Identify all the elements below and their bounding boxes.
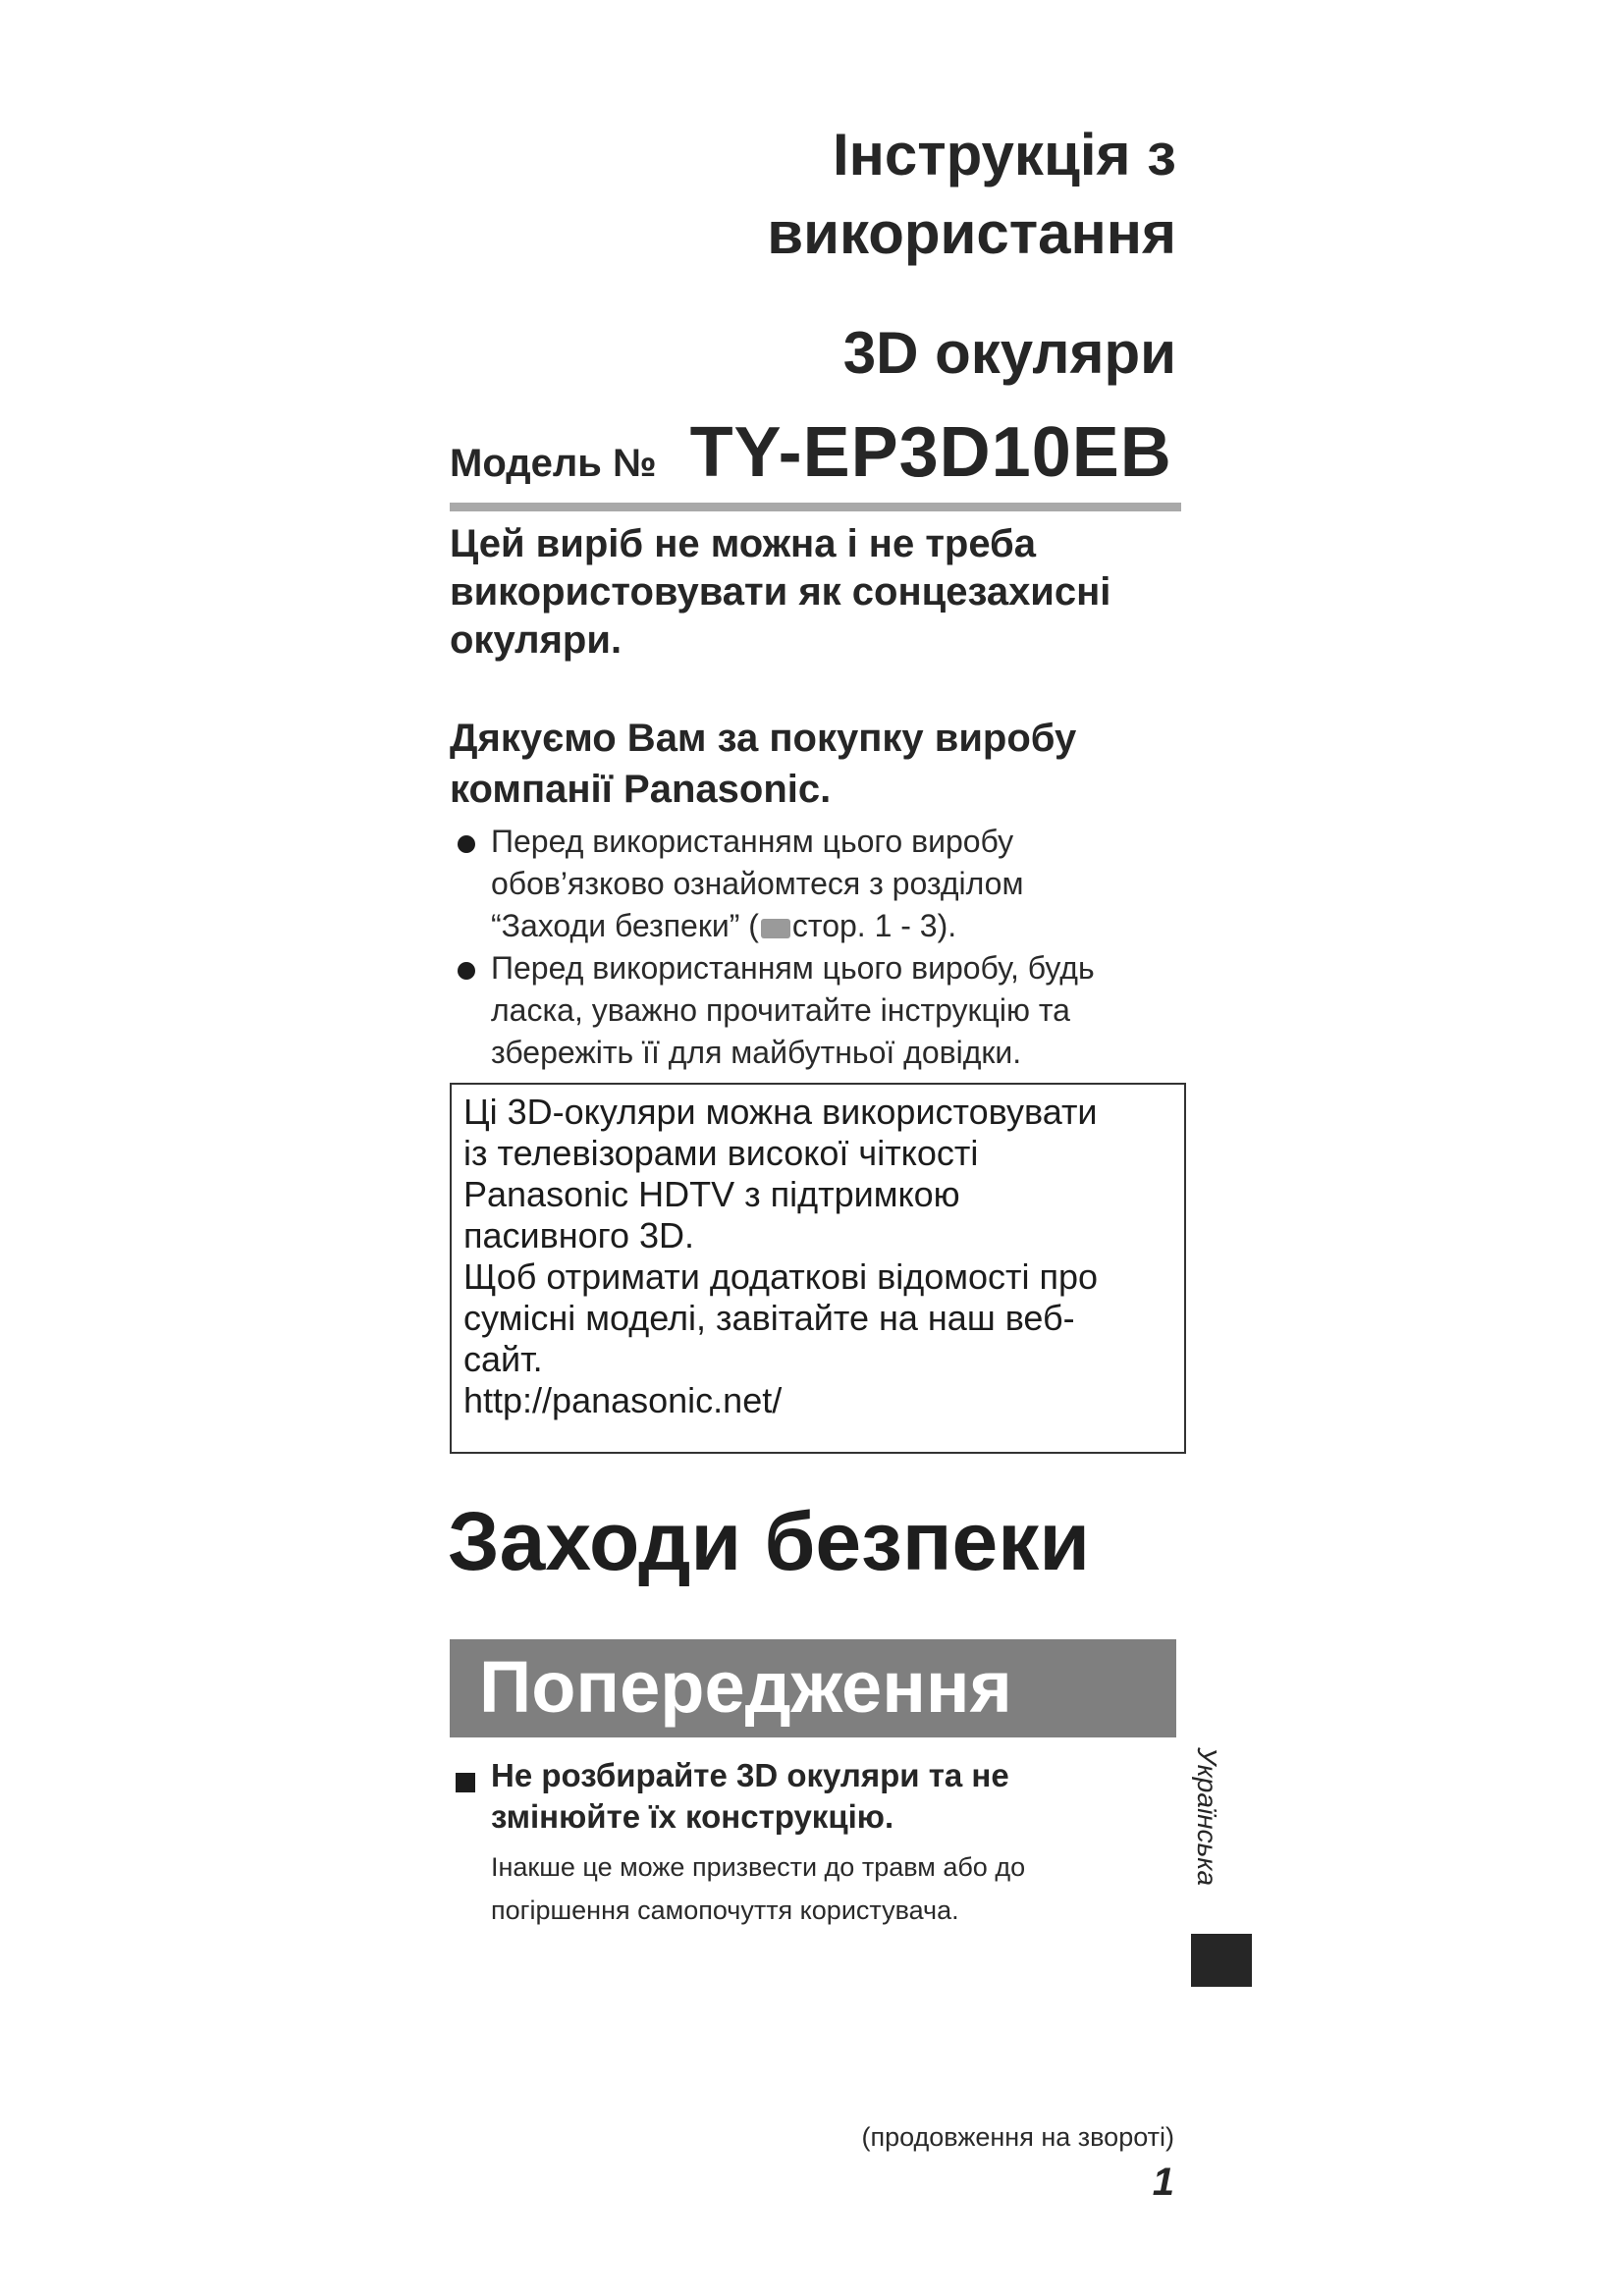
document-title [767, 116, 1176, 273]
note-line: стор. 1 - 3). [791, 908, 957, 943]
note-line: Перед використанням цього виробу [491, 824, 1014, 859]
warning-text-line1: Інакше це може призвести до травм або до [491, 1852, 1026, 1882]
thanks-message [450, 713, 1196, 815]
sunglasses-warning [450, 520, 1196, 665]
model-row [450, 412, 1172, 493]
note-line: ласка, уважно прочитайте інструкцію та [491, 992, 1070, 1028]
sunglasses-warning-line1: Цей виріб не можна і не треба [450, 522, 1037, 565]
sunglasses-warning-line3: окуляри. [450, 618, 623, 662]
document-title-line2: використання [767, 200, 1176, 266]
warning-item-title [491, 1755, 1157, 1838]
page-number: 1 [1152, 2161, 1174, 2204]
model-label: Модель № [450, 442, 657, 485]
compatibility-info-box [450, 1083, 1186, 1454]
language-marker-block [1191, 1934, 1252, 1987]
warning-title-line1: Не розбирайте 3D окуляри та не [491, 1757, 1009, 1793]
product-name: 3D окуляри [842, 320, 1176, 386]
language-label: Українська [1192, 1747, 1222, 1887]
note-line: обов’язково ознайомтеся з розділом [491, 866, 1024, 901]
warning-text-line2: погіршення самопочуття користувача. [491, 1896, 959, 1925]
intro-notes [450, 821, 1196, 1074]
thanks-line2: компанії Panasonic. [450, 768, 832, 811]
bullet-icon [458, 962, 475, 980]
sunglasses-warning-line2: використовувати як сонцезахисні [450, 570, 1111, 614]
model-number: TY-EP3D10EB [689, 413, 1172, 492]
list-item [450, 947, 1196, 1074]
language-side-tab [1178, 1747, 1237, 1934]
list-item [450, 821, 1196, 947]
info-line: Ці 3D-окуляри можна використовувати [463, 1092, 1098, 1132]
note-line: “Заходи безпеки” ( [491, 908, 759, 943]
note-line: збережіть її для майбутньої довідки. [491, 1035, 1022, 1070]
thanks-line1: Дякуємо Вам за покупку виробу [450, 717, 1077, 760]
bullet-icon [458, 835, 475, 853]
info-line: сайт. [463, 1339, 543, 1379]
document-title-line1: Інструкція з [833, 122, 1176, 187]
warning-banner-label: Попередження [479, 1646, 1012, 1728]
square-bullet-icon [456, 1773, 475, 1792]
note-line: Перед використанням цього виробу, будь [491, 950, 1095, 986]
warning-banner [450, 1639, 1176, 1737]
safety-heading: Заходи безпеки [448, 1495, 1090, 1587]
warning-item-text [491, 1845, 1157, 1932]
page-reference-icon [761, 919, 790, 938]
info-line: із телевізорами високої чіткості [463, 1133, 979, 1173]
continued-note: (продовження на звороті) [861, 2122, 1174, 2152]
info-line: пасивного 3D. [463, 1215, 695, 1255]
info-line: Panasonic HDTV з підтримкою [463, 1174, 960, 1214]
warning-item [450, 1755, 1157, 1932]
warning-title-line2: змінюйте їх конструкцію. [491, 1798, 894, 1835]
header-divider [450, 503, 1181, 511]
info-line: сумісні моделі, завітайте на наш веб- [463, 1298, 1075, 1338]
website-url: http://panasonic.net/ [463, 1380, 783, 1420]
info-line: Щоб отримати додаткові відомості про [463, 1256, 1099, 1297]
